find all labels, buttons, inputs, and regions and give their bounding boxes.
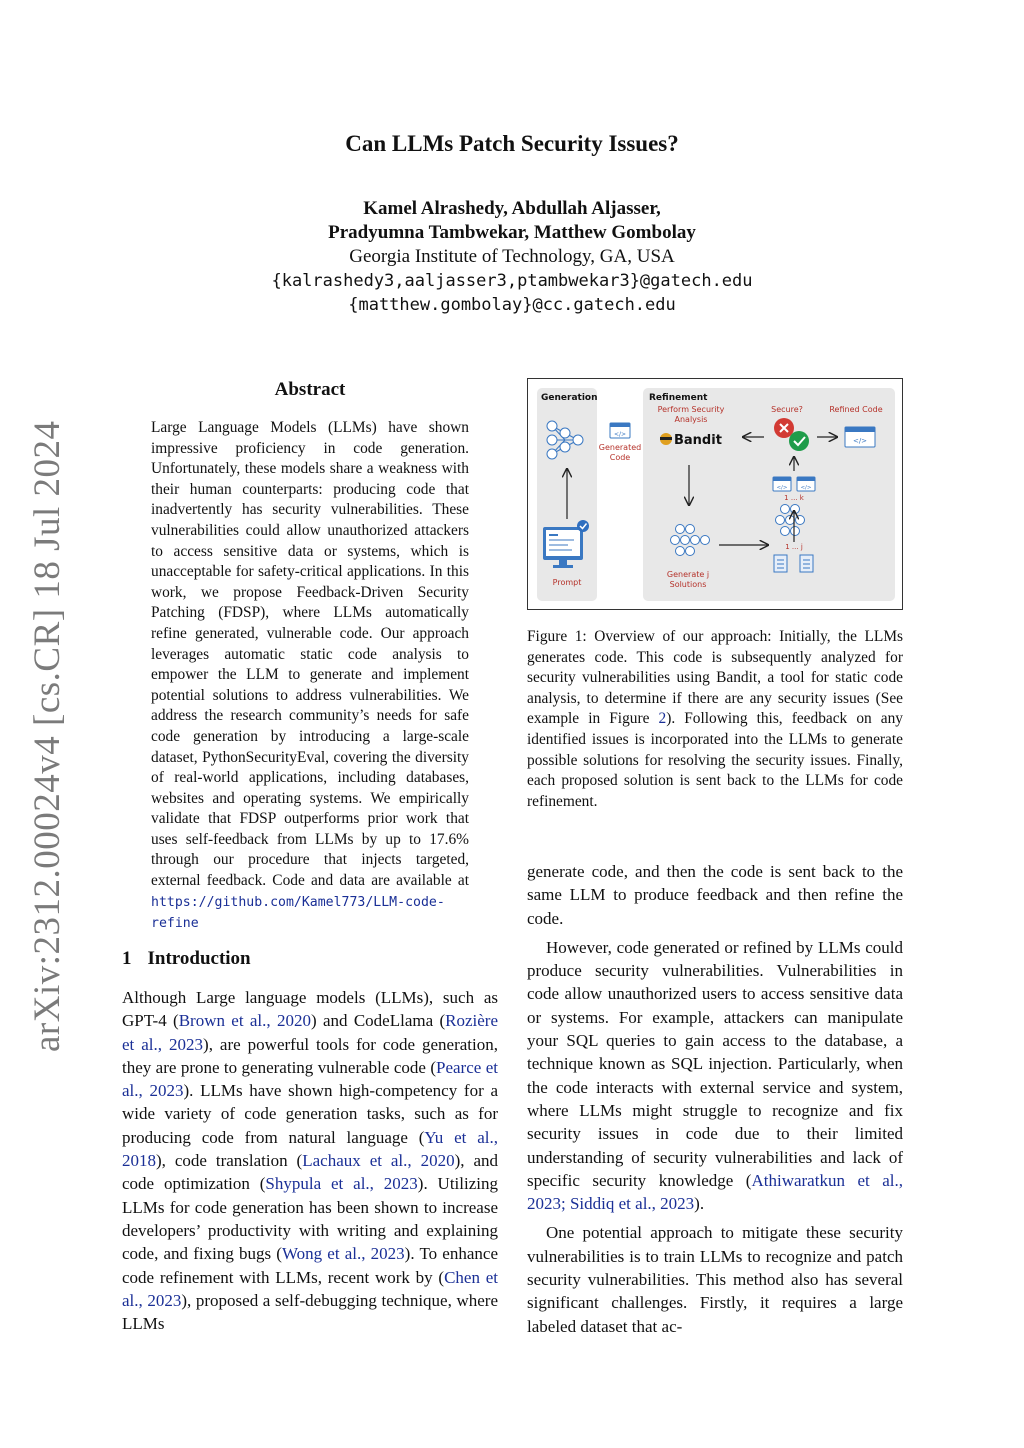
paragraph-text: ), and code optimization (	[122, 1151, 498, 1194]
abstract-text: Large Language Models (LLMs) have shown impressive proficiency in code generation. Unfortunately, these models share a weakness with their human counterparts: producing code that inadvertently has security vulnerabilities. These vulnerabilities could allow unauthorized attackers to access sensitive data or systems, which is unacceptable for safety-critical applications. In this work, we propose Feedback-Driven Security Patching (FDSP), where LLMs automatically refine generated, vulnerable code. Our approach leverages automatic static code analysis to empower the LLM to generate and implement potential solutions to address vulnerabilities. We address the research community’s needs for safe code generation by introducing a large-scale dataset, PythonSecurityEval, covering the diversity of real-world applications, including databases, websites and operating systems. We empirically validate that FDSP outperforms prior work that uses self-feedback from LLMs by up to 17.6% through our procedure that injects targeted, external feedback. Code and data are available at	[151, 419, 469, 890]
generated-code-label-1: Generated	[598, 443, 642, 452]
citation-link[interactable]: Shypula et al., 2023	[265, 1174, 418, 1194]
intro-paragraph-1	[122, 986, 498, 1335]
paragraph-text: ), are powerful tools for code generation, they are prone to generating vulnerable code (	[122, 1034, 498, 1077]
perform-analysis-label-1: Perform Security	[657, 405, 725, 414]
generated-code-label-2: Code	[609, 453, 631, 462]
paragraph-text: ). To enhance code refinement with LLMs, recent work by (	[122, 1244, 498, 1287]
paragraph-text: ). LLMs have shown high-competency for a wide variety of code generation tasks, such as for producing code from natural language (	[122, 1081, 498, 1147]
range-j-label: 1 ... j	[785, 543, 803, 551]
generation-label: Generation	[541, 393, 598, 403]
caption-text: Figure 1: Overview of our approach: Initially, the LLMs generates code. This code is subsequently analyzed for security vulnerabilities using Bandit, a tool for static code analysis, to determine if there are any security issues (See example in Figure	[527, 628, 903, 728]
affiliation: Georgia Institute of Technology, GA, USA	[349, 246, 675, 267]
paragraph-text: ).	[694, 1194, 705, 1214]
citation-link[interactable]: Wong et al., 2023	[281, 1244, 405, 1264]
paragraph-text: However, code generated or refined by LLMs could produce security vulnerabilities. Vulnerabilities in code allow unauthorized users to access sensitive data or systems. For example, attackers can manipulate your SQL queries to gain access to the database, a technique known as SQL injection. Particularly, when the code interacts with external service and system, where LLMs might struggle to recognize and fix security issues in code due to their limited understanding of security vulnerabilities and lack of specific security knowledge (	[527, 937, 903, 1190]
paper-title: Can LLMs Patch Security Issues?	[345, 131, 679, 156]
section-heading-introduction	[122, 948, 251, 970]
citation-link[interactable]: Athiwaratkun et al., 2023; Siddiq et al., 2023	[527, 1170, 903, 1214]
citation-link[interactable]: Pearce et al., 2023	[122, 1057, 498, 1101]
abstract-heading: Abstract	[274, 379, 346, 400]
email-line-1: {kalrashedy3,aaljasser3,ptambwekar3}@gatech.edu	[271, 271, 753, 291]
prompt-label: Prompt	[552, 578, 582, 587]
section-title: Introduction	[147, 948, 251, 969]
range-k-label: 1 ... k	[784, 494, 804, 502]
arxiv-identifier: arXiv:2312.00024v4 [cs.CR] 18 Jul 2024	[27, 420, 68, 1052]
generate-j-label-2: Solutions	[669, 580, 707, 589]
right-column-body	[527, 860, 903, 1338]
paragraph-text: ), code translation (	[156, 1151, 303, 1171]
perform-analysis-label-2: Analysis	[674, 415, 708, 424]
paragraph-text: generate code, and then the code is sent back to the same LLM to produce feedback and then refine the code.	[527, 862, 903, 928]
author-block	[0, 197, 1024, 317]
intro-paragraph-2	[527, 936, 903, 1216]
generate-j-label-1: Generate j	[666, 570, 710, 579]
figure-1-diagram	[528, 379, 902, 609]
section-number: 1	[122, 948, 132, 969]
abstract-body	[151, 418, 469, 935]
refined-code-label: Refined Code	[829, 405, 883, 414]
citation-link[interactable]: Chen et al., 2023	[122, 1267, 499, 1310]
citation-link[interactable]: Lachaux et al., 2020	[302, 1151, 455, 1171]
paragraph-text: ). Utilizing LLMs for code generation has been shown to increase developers’ productivity with writing and explaining code, and fixing bugs (	[122, 1174, 498, 1264]
figure-2-reference[interactable]: 2	[658, 710, 667, 728]
paragraph-text: One potential approach to mitigate these security vulnerabilities is to train LLMs to recognize and patch security vulnerabilities. This method also has several significant challenges. Firstly, it requires a large labeled dataset that ac-	[527, 1223, 903, 1336]
paragraph-text: ) and CodeLlama (	[310, 1011, 446, 1031]
paragraph-text: ), proposed a self-debugging technique, where LLMs	[122, 1290, 498, 1334]
bandit-logo-icon	[660, 433, 672, 445]
authors-line-2: Pradyumna Tambwekar, Matthew Gombolay	[328, 222, 696, 243]
paragraph-text: Although Large language models (LLMs), such as GPT-4 (	[122, 988, 498, 1031]
generated-code-icon	[610, 423, 630, 438]
bandit-label: Bandit	[674, 433, 722, 448]
citation-link[interactable]: Yu et al., 2018	[122, 1127, 498, 1171]
secure-label: Secure?	[771, 405, 803, 414]
intro-paragraph-1-continued	[527, 860, 903, 930]
secure-check-icon	[789, 431, 809, 451]
svg-text:</>: </>	[800, 485, 812, 491]
citation-link[interactable]: Brown et al., 2020	[178, 1011, 311, 1031]
intro-paragraph-3	[527, 1221, 903, 1337]
svg-text:</>: </>	[613, 431, 627, 438]
refinement-label: Refinement	[649, 393, 708, 403]
caption-text-end: ). Following this, feedback on any identified issues is incorporated into the LLMs to generate possible solutions for resolving the security issues. Finally, each proposed solution is sent back to the LLMs for code refinement.	[527, 710, 903, 810]
svg-text:</>: </>	[852, 437, 868, 445]
refined-code-icon	[845, 427, 875, 447]
email-line-2: {matthew.gombolay}@cc.gatech.edu	[348, 295, 676, 315]
authors-line-1: Kamel Alrashedy, Abdullah Aljasser,	[363, 198, 661, 219]
code-link[interactable]: https://github.com/Kamel773/LLM-code-refine	[151, 894, 445, 932]
citation-link[interactable]: Rozière et al., 2023	[122, 1011, 498, 1054]
svg-text:</>: </>	[776, 485, 788, 491]
figure-1-caption	[527, 627, 903, 812]
figure-1	[527, 378, 903, 610]
